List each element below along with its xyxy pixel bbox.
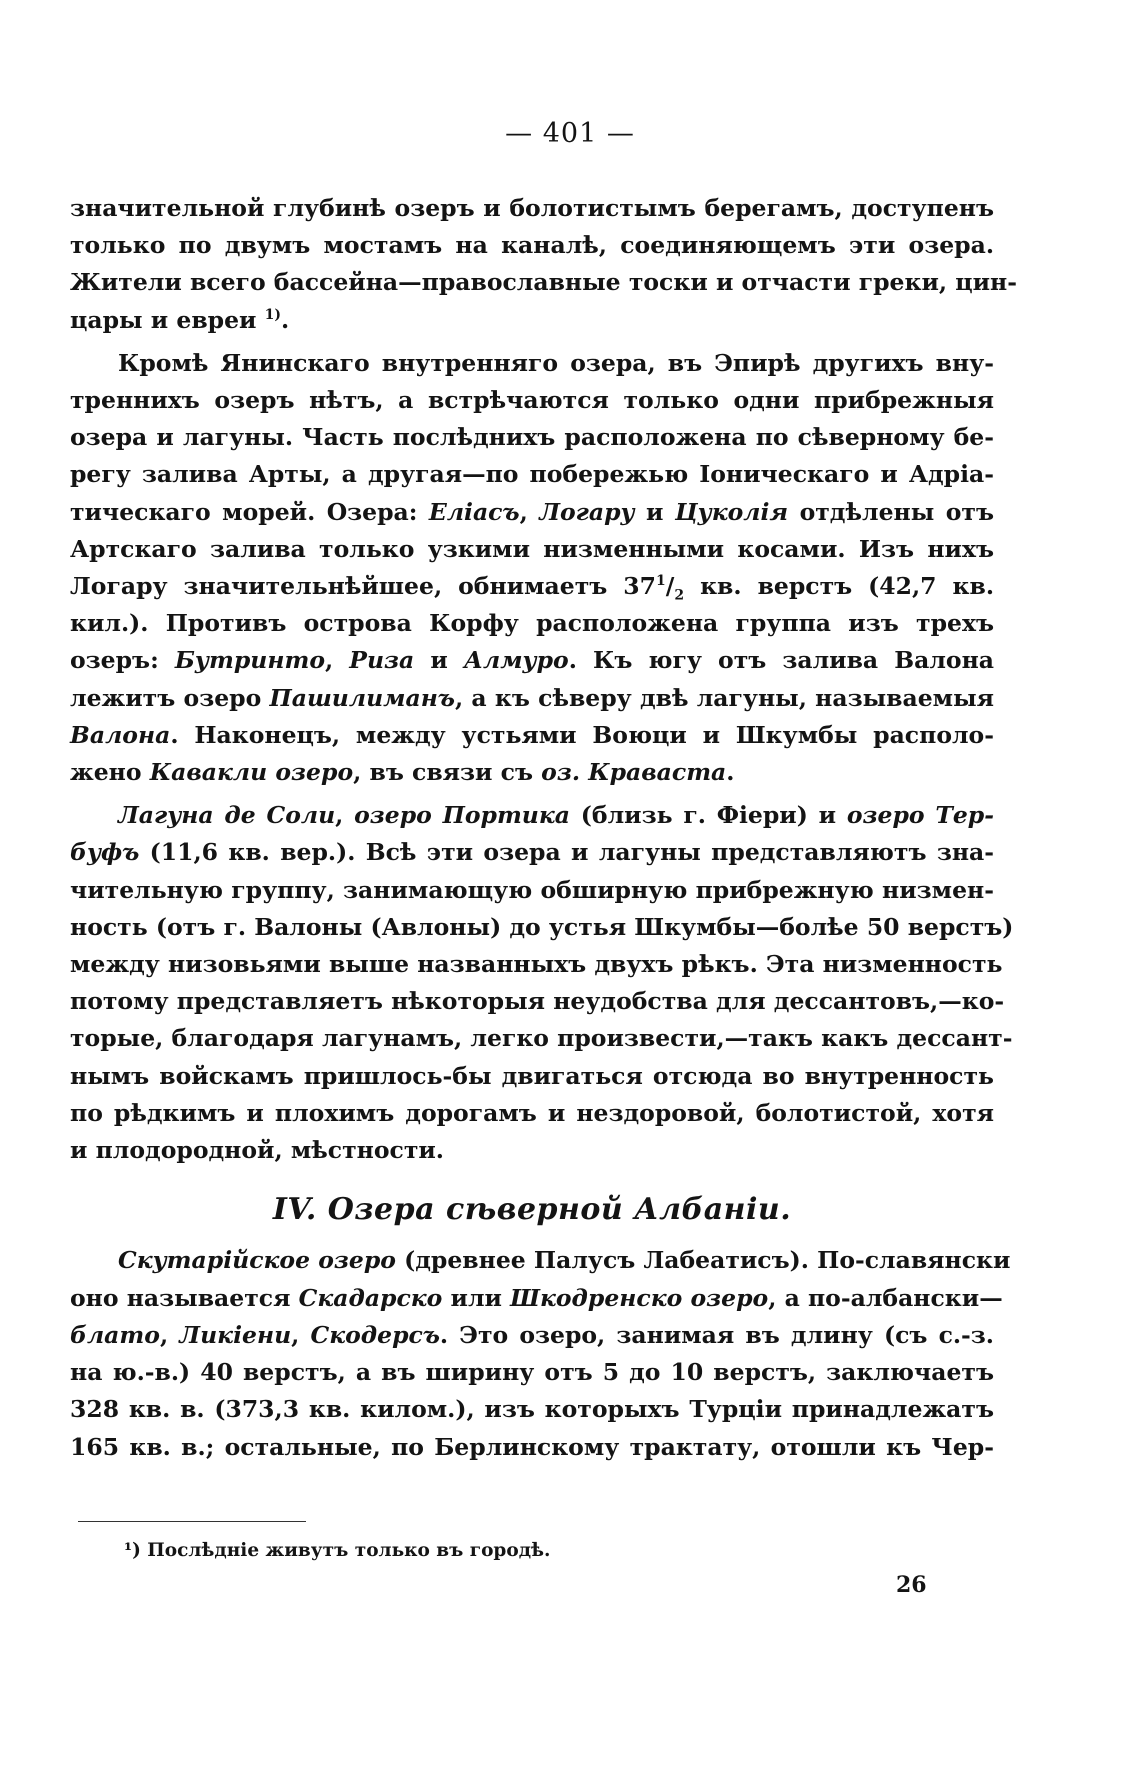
text-part: , а по-албански—: [768, 1283, 1003, 1312]
lake-name: Валона: [70, 720, 171, 749]
text-part: ,: [335, 801, 355, 830]
text-line: только по двумъ мостамъ на каналѣ, соединяющемъ эти озера.: [70, 231, 994, 260]
text-line: Артскаго залива только узкими низменными косами. Изъ нихъ: [70, 534, 994, 563]
lake-name: блато: [70, 1320, 160, 1349]
text-line: [70, 642, 994, 679]
text-part: Логару значительнѣйшее, обнимаетъ 37: [70, 572, 656, 601]
text-line: торые, благодаря лагунамъ, легко произвести,—такъ какъ дессант-: [70, 1024, 1013, 1053]
text-part: лежитъ озеро: [70, 683, 270, 712]
text-part: (близь г. Фіери) и: [570, 801, 847, 830]
paragraph-1: [70, 190, 1017, 339]
text-part: . Наконецъ, между устьями Воюци и Шкумбы располо-: [170, 720, 994, 749]
fraction-denominator: 2: [674, 587, 685, 604]
text-part: озеръ:: [70, 646, 175, 675]
text-line: на ю.-в.) 40 верстъ, а въ ширину отъ 5 до 10 верстъ, заключаетъ: [70, 1358, 994, 1387]
text-line: озера и лагуны. Часть послѣднихъ расположена по сѣверному бе-: [70, 423, 994, 452]
text-line: [70, 494, 994, 531]
text-part: отдѣлены отъ: [788, 497, 994, 526]
lake-name: Ликіени: [179, 1320, 292, 1349]
footnote-divider: [78, 1521, 306, 1522]
text-part: или: [442, 1283, 511, 1312]
signature-mark: 26: [896, 1572, 927, 1598]
lake-name: Пашилиманъ: [269, 683, 455, 712]
text-line-part: цары и евреи: [70, 305, 265, 334]
fraction-slash: /: [665, 572, 675, 601]
text-line: по рѣдкимъ и плохимъ дорогамъ и нездоровой, болотистой, хотя: [70, 1098, 994, 1127]
text-part: ,: [159, 1320, 180, 1349]
text-line: [70, 568, 994, 605]
text-part: жено: [70, 758, 150, 787]
footnote: ¹) Послѣдніе живутъ только въ городѣ.: [124, 1540, 551, 1561]
text-line: значительной глубинѣ озеръ и болотистымъ берегамъ, доступенъ: [70, 194, 994, 222]
text-line: нымъ войскамъ пришлось-бы двигаться отсюда во внутренность: [70, 1061, 994, 1090]
lake-name: Лагуна де Соли: [118, 801, 336, 830]
lake-name: Алмуро: [463, 646, 569, 675]
text-part: и: [634, 497, 675, 526]
text-line: и плодородной, мѣстности.: [70, 1136, 444, 1165]
text-line: [70, 1242, 1011, 1279]
text-line: 328 кв. в. (373,3 кв. килом.), изъ которыхъ Турціи принадлежатъ: [70, 1395, 994, 1424]
main-text: [70, 190, 1017, 1472]
fraction-numerator: 1: [656, 573, 666, 590]
text-part: . Это озеро, занимая въ длину (съ с.-з.: [439, 1320, 994, 1349]
text-part: .: [726, 758, 735, 787]
lake-name: Скодерсъ: [310, 1320, 440, 1349]
text-line: регу залива Арты, а другая—по побережью Іоническаго и Адріа-: [70, 460, 994, 489]
text-part: , въ связи съ: [353, 758, 542, 787]
lake-name: Риза: [349, 646, 415, 675]
text-line: [70, 717, 994, 754]
text-line: [70, 1280, 1003, 1317]
text-line: [70, 1317, 994, 1354]
text-line: Жители всего бассейна—православные тоски и отчасти греки, цин-: [70, 268, 1017, 297]
text-part: ,: [325, 646, 350, 675]
lake-name: Кавакли озеро: [149, 758, 354, 787]
text-line: ность (отъ г. Валоны (Авлоны) до устья Шкумбы—болѣе 50 верстъ): [70, 912, 1014, 941]
text-line: [70, 834, 994, 871]
lake-name: Логару: [539, 497, 635, 526]
text-part: тическаго морей. Озера:: [70, 497, 429, 526]
text-line: 165 кв. в.; остальные, по Берлинскому трактату, отошли къ Чер-: [70, 1432, 994, 1461]
text-part: (древнее Палусъ Лабеатисъ). По-славянски: [395, 1246, 1011, 1275]
text-line: чительную группу, занимающую обширную прибрежную низмен-: [70, 875, 994, 904]
text-line: кил.). Противъ острова Корфу расположена группа изъ трехъ: [70, 609, 994, 638]
text-part: и: [414, 646, 464, 675]
text-line: Кромѣ Янинскаго внутренняго озера, въ Эпирѣ другихъ вну-: [118, 348, 994, 377]
text-line: цары и евреи $^{1)}$.: [70, 305, 290, 334]
page-number: — 401 —: [505, 118, 635, 149]
text-part: (11,6 кв. вер.). Всѣ эти озера и лагуны представляютъ зна-: [139, 838, 994, 867]
lake-name: Еліасъ: [428, 497, 520, 526]
lake-name: озеро Тер-: [846, 801, 994, 830]
lake-name: Шкодренско озеро: [510, 1283, 769, 1312]
footnote-reference: 1): [264, 306, 282, 323]
text-line: потому представляетъ нѣкоторыя неудобства для дессантовъ,—ко-: [70, 987, 1005, 1016]
text-line: между низовьями выше названныхъ двухъ рѣкъ. Эта низменность: [70, 950, 1003, 979]
text-part: . Къ югу отъ залива Валона: [568, 646, 994, 675]
lake-name: Скадарско: [298, 1283, 443, 1312]
paragraph-3: [70, 797, 1014, 1169]
text-part: ,: [291, 1320, 311, 1349]
paragraph-2: [70, 345, 994, 791]
lake-name: Бутринто: [174, 646, 326, 675]
text-part: ,: [519, 497, 540, 526]
lake-name: Скутарійское озеро: [118, 1246, 396, 1275]
text-line: [70, 797, 994, 834]
text-line: [70, 680, 994, 717]
lake-name: буфъ: [70, 838, 140, 867]
lake-name: Цуколія: [674, 497, 789, 526]
lake-name: оз. Кравaста: [541, 758, 727, 787]
text-line: [70, 754, 994, 791]
text-line: треннихъ озеръ нѣтъ, а встрѣчаются только одни прибрежныя: [70, 386, 994, 415]
text-part: , а къ сѣверу двѣ лагуны, называемыя: [454, 683, 994, 712]
paragraph-4: [70, 1242, 1011, 1465]
text-part: оно называется: [70, 1283, 299, 1312]
lake-name: озеро Портика: [354, 801, 571, 830]
section-heading: IV. Озера сѣверной Албаніи.: [272, 1192, 792, 1228]
text-part: кв. верстъ (42,7 кв.: [684, 572, 995, 601]
